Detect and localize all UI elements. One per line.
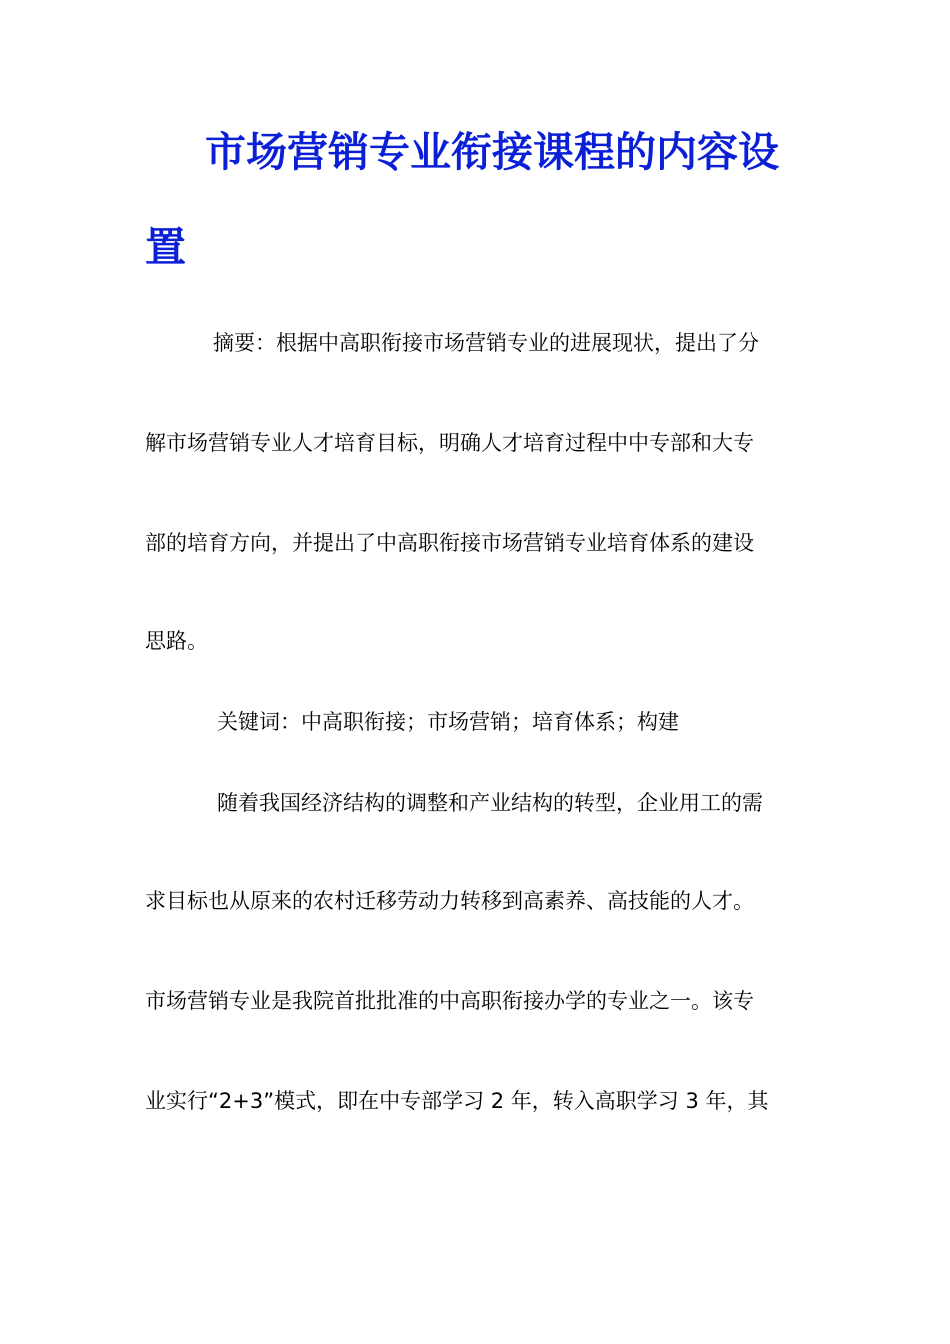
body-line-2: 求目标也从原来的农村迁移劳动力转移到高素养、高技能的人才。: [145, 889, 754, 913]
abstract-line-4: 思路。: [145, 629, 208, 653]
abstract-line-1: 摘要：根据中高职衔接市场营销专业的进展现状，提出了分: [213, 331, 759, 355]
body-line-1: 随着我国经济结构的调整和产业结构的转型，企业用工的需: [217, 791, 763, 815]
document-title-line-2: 置: [145, 223, 186, 271]
document-title-line-1: 市场营销专业衔接课程的内容设: [205, 128, 779, 176]
abstract-line-3: 部的培育方向，并提出了中高职衔接市场营销专业培育体系的建设: [145, 531, 754, 555]
body-line-3: 市场营销专业是我院首批批准的中高职衔接办学的专业之一。该专: [145, 989, 754, 1013]
abstract-line-2: 解市场营销专业人才培育目标，明确人才培育过程中中专部和大专: [145, 431, 754, 455]
body-line-4: 业实行“2+3”模式，即在中专部学习 2 年，转入高职学习 3 年，其: [145, 1089, 769, 1113]
keywords-line: 关键词：中高职衔接；市场营销；培育体系；构建: [217, 710, 679, 734]
